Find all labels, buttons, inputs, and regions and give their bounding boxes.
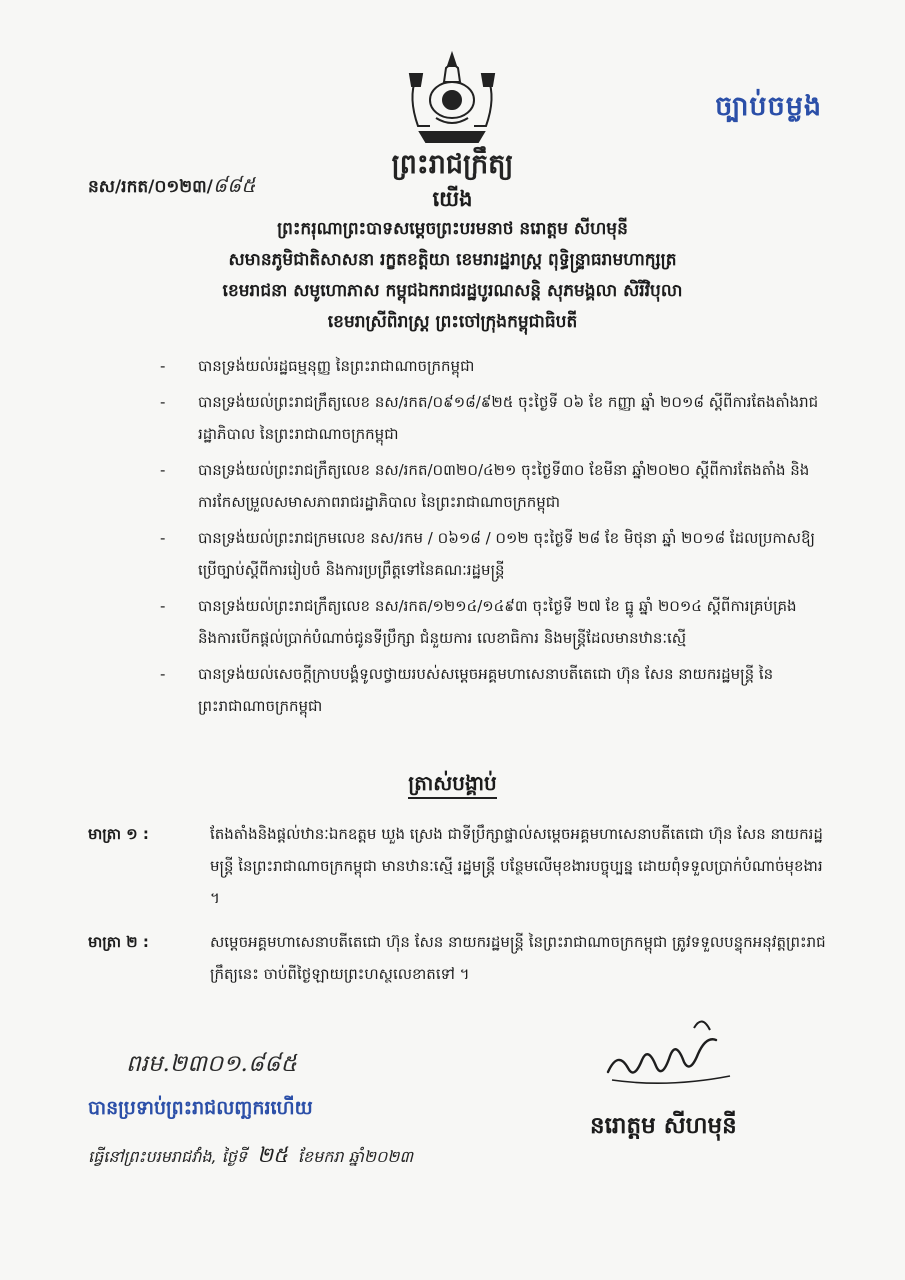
king-title-line-1: ព្រះករុណាព្រះបាទសម្ដេចព្រះបរមនាថ នរោត្តម សីហមុនី (277, 219, 628, 239)
issued-place-date: ធ្វើនៅព្រះបរមរាជវាំង, ថ្ងៃទី ២៥ ខែមករា ឆ្នាំ២០២៣ (88, 1143, 414, 1167)
royal-emblem-icon (396, 48, 508, 148)
king-title-line-3: ខេមរាជនា សមូហោភាស កម្ពុជឯករាជរដ្ឋបូរណសន្តិ សុភមង្គលា សិរីវិបុលា (222, 281, 683, 301)
we-heading: យើង (432, 187, 473, 211)
list-item: - បានទ្រង់យល់ព្រះរាជក្រឹត្យលេខ នស/រកត/០៣២០/៤២១ ចុះថ្ងៃទី៣០ ខែមីនា ឆ្នាំ២០២០ ស្ដីពីការតែងតាំង និងការកែសម្រួលសមាសភាពរាជរដ្ឋាភិបាល នៃព្រះរាជាណាចក្រកម្ពុជា (160, 461, 810, 511)
list-item: - បានទ្រង់យល់រដ្ឋធម្មនុញ្ញ នៃព្រះរាជាណាចក្រកម្ពុជា (160, 357, 475, 375)
list-item: - បានទ្រង់យល់ព្រះរាជក្រឹត្យលេខ នស/រកត/០៩១៨/៩២៥ ចុះថ្ងៃទី ០៦ ខែ កញ្ញា ឆ្នាំ ២០១៨ ស្ដីពីការតែងតាំងរាជរដ្ឋាភិបាល នៃព្រះរាជាណាចក្រកម្ពុជា (160, 393, 819, 443)
list-item: - បានទ្រង់យល់សេចក្ដីក្រាបបង្គំទូលថ្វាយរបស់សម្ដេចអគ្គមហាសេនាបតីតេជោ ហ៊ុន សែន នាយករដ្ឋមន្ត្រី នៃព្រះរាជាណាចក្រកម្ពុជា (160, 665, 774, 715)
list-item: - បានទ្រង់យល់ព្រះរាជក្រឹត្យលេខ នស/រកត/១២១៤/១៤៩៣ ចុះថ្ងៃទី ២៧ ខែ ធ្នូ ឆ្នាំ ២០១៤ ស្ដីពីការគ្រប់គ្រង និងការបើកផ្ដល់ប្រាក់បំណាច់ជូនទីប្រឹក្សា ជំនួយការ លេខាធិការ និងមន្ត្រីដែលមានឋានៈស្មើ (160, 597, 797, 647)
reference-number-printed: នស/រកត/០១២៣/ (88, 177, 213, 197)
article-text: តែងតាំងនិងផ្ដល់ឋានៈឯកឧត្ដម ឃួង ស្រេង ជាទីប្រឹក្សាផ្ទាល់សម្ដេចអគ្គមហាសេនាបតីតេជោ ហ៊ុន សែន នាយករដ្ឋមន្ត្រី នៃព្រះរាជាណាចក្រកម្ពុជា មានឋានៈស្មើ រដ្ឋមន្ត្រី បន្ថែមលើមុខងារបច្ចុប្បន្ន ដោយពុំទទួលប្រាក់បំណាច់មុខងារ ។ (210, 825, 823, 907)
handwritten-registration: ពរម.២៣០១.៨៨៥ (126, 1051, 297, 1077)
order-heading: ត្រាស់បង្គាប់ (0, 770, 905, 800)
reference-number-handwritten: ៨៨៥ (212, 173, 256, 197)
copy-stamp: ច្បាប់ចម្លង (715, 91, 822, 122)
article-label: មាត្រា ១ : (88, 825, 149, 843)
preamble-list (160, 350, 820, 726)
issued-day-handwritten: ២៥ (257, 1143, 288, 1167)
seal-stamp-text: បានប្រទាប់ព្រះរាជលញ្ឆករហើយ (88, 1097, 313, 1119)
decree-title: ព្រះរាជក្រឹត្យ (391, 149, 514, 180)
king-title-line-2: សមានភូមិជាតិសាសនា រក្ខតខត្តិយា ខេមរារដ្ឋរាស្ត្រ ពុទ្ធិន្ទ្រាធរាមហាក្សត្រ (228, 250, 677, 270)
list-item: - បានទ្រង់យល់ព្រះរាជក្រមលេខ នស/រកម / ០៦១៨ / ០១២ ចុះថ្ងៃទី ២៨ ខែ មិថុនា ឆ្នាំ ២០១៨ ដែលប្រកាសឱ្យប្រើច្បាប់ស្ដីពីការរៀបចំ និងការប្រព្រឹត្តទៅនៃគណៈរដ្ឋមន្ត្រី (160, 529, 815, 579)
king-name: នរោត្តម សីហមុនី (590, 1113, 737, 1139)
article-label: មាត្រា ២ : (88, 933, 149, 951)
king-title-line-4: ខេមរាស្រីពិរាស្ត្រ ព្រះចៅក្រុងកម្ពុជាធិបតី (327, 312, 578, 332)
article-2 (88, 926, 828, 990)
royal-signature-icon (598, 1010, 748, 1090)
article-text: សម្ដេចអគ្គមហាសេនាបតីតេជោ ហ៊ុន សែន នាយករដ្ឋមន្ត្រី នៃព្រះរាជាណាចក្រកម្ពុជា ត្រូវទទួលបន្ទុកអនុវត្តព្រះរាជក្រឹត្យនេះ ចាប់ពីថ្ងៃឡាយព្រះហស្ថលេខាតទៅ ។ (210, 933, 826, 983)
article-1 (88, 818, 828, 914)
